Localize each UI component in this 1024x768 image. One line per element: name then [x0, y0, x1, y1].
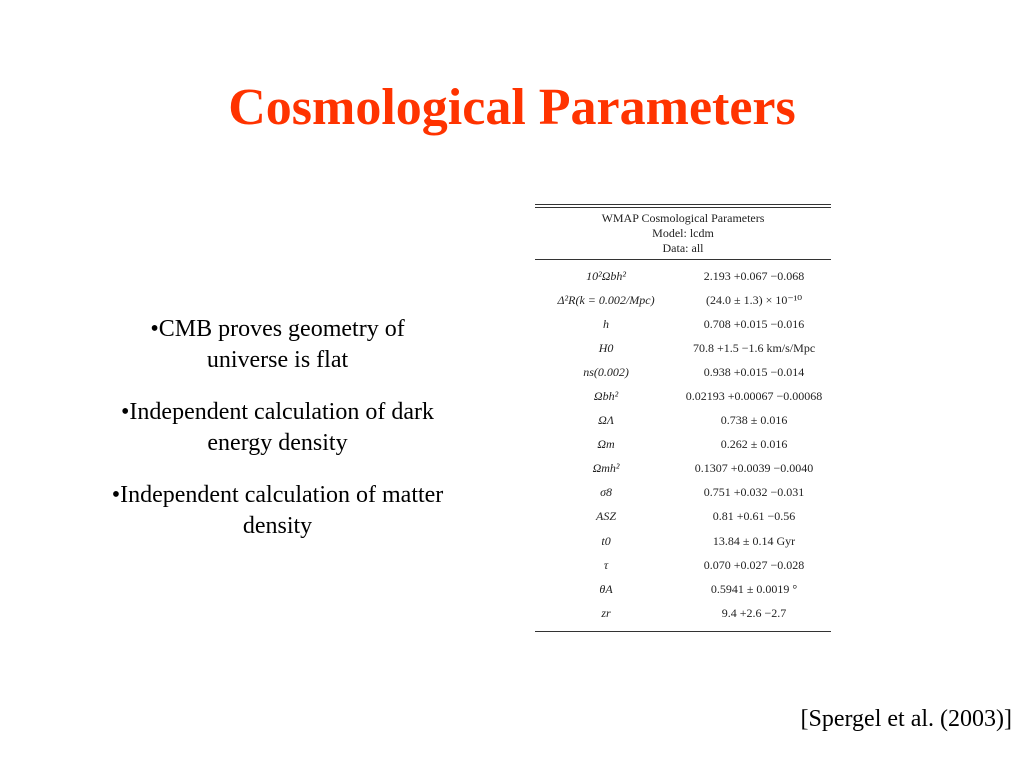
param-name: Δ²R(k = 0.002/Mpc) [557, 292, 655, 307]
param-name: σ8 [600, 485, 612, 500]
table-data: Data: all [662, 241, 704, 255]
table-row [535, 264, 831, 288]
table-caption: WMAP Cosmological Parameters [601, 211, 765, 225]
table-row [535, 288, 831, 312]
table-row [535, 505, 831, 529]
param-value: 0.738 ± 0.016 [720, 413, 788, 428]
bullet-cmb-geometry: •CMB proves geometry of universe is flat [150, 316, 405, 373]
param-value: 0.708 +0.015 −0.016 [703, 316, 805, 331]
table-row [535, 433, 831, 457]
param-value: 2.193 +0.067 −0.068 [703, 268, 805, 283]
param-value: 0.81 +0.61 −0.56 [712, 509, 796, 524]
param-value: 0.751 +0.032 −0.031 [703, 485, 805, 500]
param-value: 0.02193 +0.00067 −0.00068 [685, 389, 823, 404]
param-name: ASZ [596, 509, 617, 524]
slide-title: Cosmological Parameters [228, 79, 796, 136]
table-row [535, 601, 831, 625]
table-row [535, 336, 831, 360]
table-row [535, 384, 831, 408]
bullet-matter-density: •Independent calculation of matter density [111, 482, 444, 539]
table-row [535, 577, 831, 601]
param-value: 9.4 +2.6 −2.7 [721, 605, 787, 620]
param-name: Ωbh² [593, 389, 619, 404]
table-row [535, 312, 831, 336]
param-name: H0 [598, 340, 614, 355]
param-name: Ωm [597, 437, 615, 452]
param-value: 0.1307 +0.0039 −0.0040 [694, 461, 814, 476]
param-value: 0.5941 ± 0.0019 ° [710, 581, 798, 596]
param-name: 10²Ωbh² [586, 268, 626, 283]
table-header-rule [535, 259, 831, 260]
param-name: zr [601, 605, 611, 620]
table-row [535, 457, 831, 481]
table-row [535, 409, 831, 433]
param-value: 13.84 ± 0.14 Gyr [712, 533, 796, 548]
table-bottom-rule [535, 631, 831, 632]
param-name: ns(0.002) [583, 364, 629, 379]
bullet-list [110, 314, 445, 563]
param-name: t0 [601, 533, 611, 548]
table-model: Model: lcdm [652, 226, 714, 240]
param-name: h [603, 316, 610, 331]
param-name: ΩΛ [598, 413, 614, 428]
param-name: θA [599, 581, 613, 596]
param-value: 0.938 +0.015 −0.014 [703, 364, 805, 379]
param-name: Ωmh² [592, 461, 620, 476]
param-value: 0.262 ± 0.016 [720, 437, 788, 452]
table-row [535, 481, 831, 505]
table-row [535, 553, 831, 577]
table-row [535, 529, 831, 553]
table-row [535, 360, 831, 384]
parameter-table [535, 204, 831, 632]
param-value: 0.070 +0.027 −0.028 [703, 557, 805, 572]
citation: [Spergel et al. (2003)] [800, 706, 1012, 732]
param-value: (24.0 ± 1.3) × 10⁻¹⁰ [705, 292, 803, 307]
table-header [535, 208, 831, 259]
bullet-dark-energy: •Independent calculation of dark energy density [121, 399, 434, 456]
param-name: τ [603, 557, 609, 572]
param-value: 70.8 +1.5 −1.6 km/s/Mpc [692, 340, 816, 355]
parameter-rows [535, 264, 831, 625]
